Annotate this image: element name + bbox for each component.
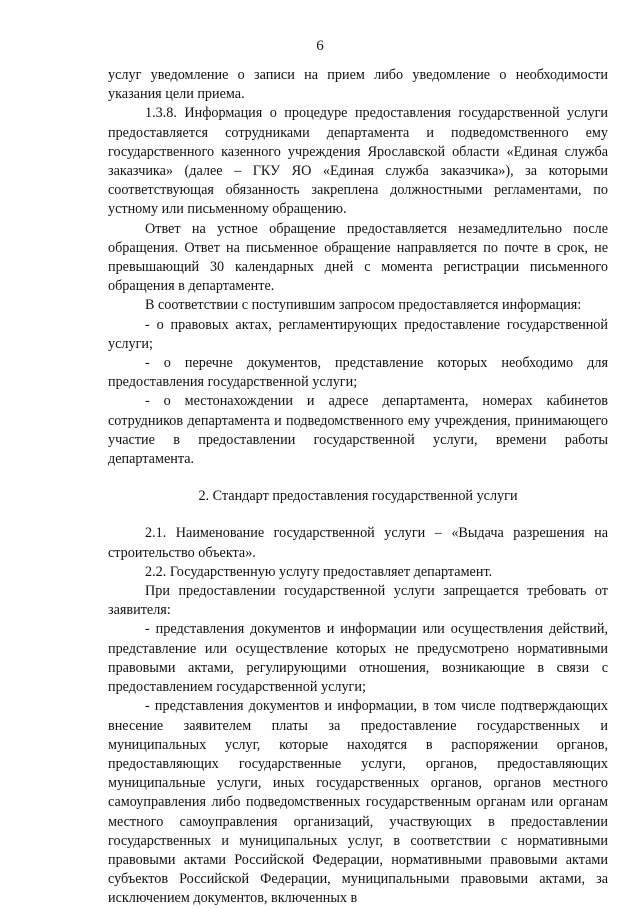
paragraph: услуг уведомление о записи на прием либо уведомление о необходимости указания цели приема. [108, 67, 608, 103]
paragraph: - о правовых актах, регламентирующих предоставление государственной услуги; [108, 316, 608, 352]
paragraph: - представления документов и информации или осуществления действий, представление или осуществление которых не предусмотрено нормативными правовыми актами, регулирующими отношения, возникающие в связи с предоставлением государственной услуги; [108, 621, 608, 696]
paragraph: 1.3.8. Информация о процедуре предоставления государственной услуги предоставляется сотрудниками департамента и подведомственного ему государственного казенного учреждения Ярославской области «Единая служба заказчика» (далее – ГКУ ЯО «Единая служба заказчика»), за которыми соответствующая обязанность закреплена должностными регламентами, по устному или письменному обращению. [108, 105, 608, 218]
paragraph: Ответ на устное обращение предоставляется незамедлительно после обращения. Ответ на письменное обращение направляется по почте в срок, не превышающий 30 календарных дней с момента регистрации письменного обращения в департаменте. [108, 220, 608, 295]
paragraph: - о местонахождении и адресе департамента, номерах кабинетов сотрудников департамента и подведомственного ему учреждения, принимающего участие в предоставлении государственной услуги, времени работы департамента. [108, 393, 608, 468]
document-body [108, 66, 608, 909]
paragraph-group-after-heading [108, 524, 608, 908]
paragraph: 2.1. Наименование государственной услуги – «Выдача разрешения на строительство объекта». [108, 525, 608, 561]
paragraph: - о перечне документов, представление которых необходимо для предоставления государственной услуги; [108, 355, 608, 391]
paragraph-group-before-heading [108, 66, 608, 469]
paragraph: - представления документов и информации, в том числе подтверждающих внесение заявителем платы за предоставление государственных и муниципальных услуг, которые находятся в распоряжении органов, предоставляющих государственные услуги, органов, предоставляющих муниципальные услуги, иных государственных органов, органов местного самоуправления либо подведомственных государственным органам или органам местного самоуправления организаций, участвующих в предоставлении государственных и муниципальных услуг, в соответствии с нормативными правовыми актами Российской Федерации, нормативными правовыми актами субъектов Российской Федерации, муниципальными правовыми актами, за исключением документов, включенных в [108, 698, 608, 907]
paragraph: В соответствии с поступившим запросом предоставляется информация: [145, 297, 582, 314]
page-number: 6 [316, 38, 324, 54]
section-heading: 2. Стандарт предоставления государственной услуги [198, 488, 518, 505]
paragraph: 2.2. Государственную услугу предоставляет департамент. [145, 563, 493, 580]
paragraph: При предоставлении государственной услуги запрещается требовать от заявителя: [108, 583, 608, 619]
